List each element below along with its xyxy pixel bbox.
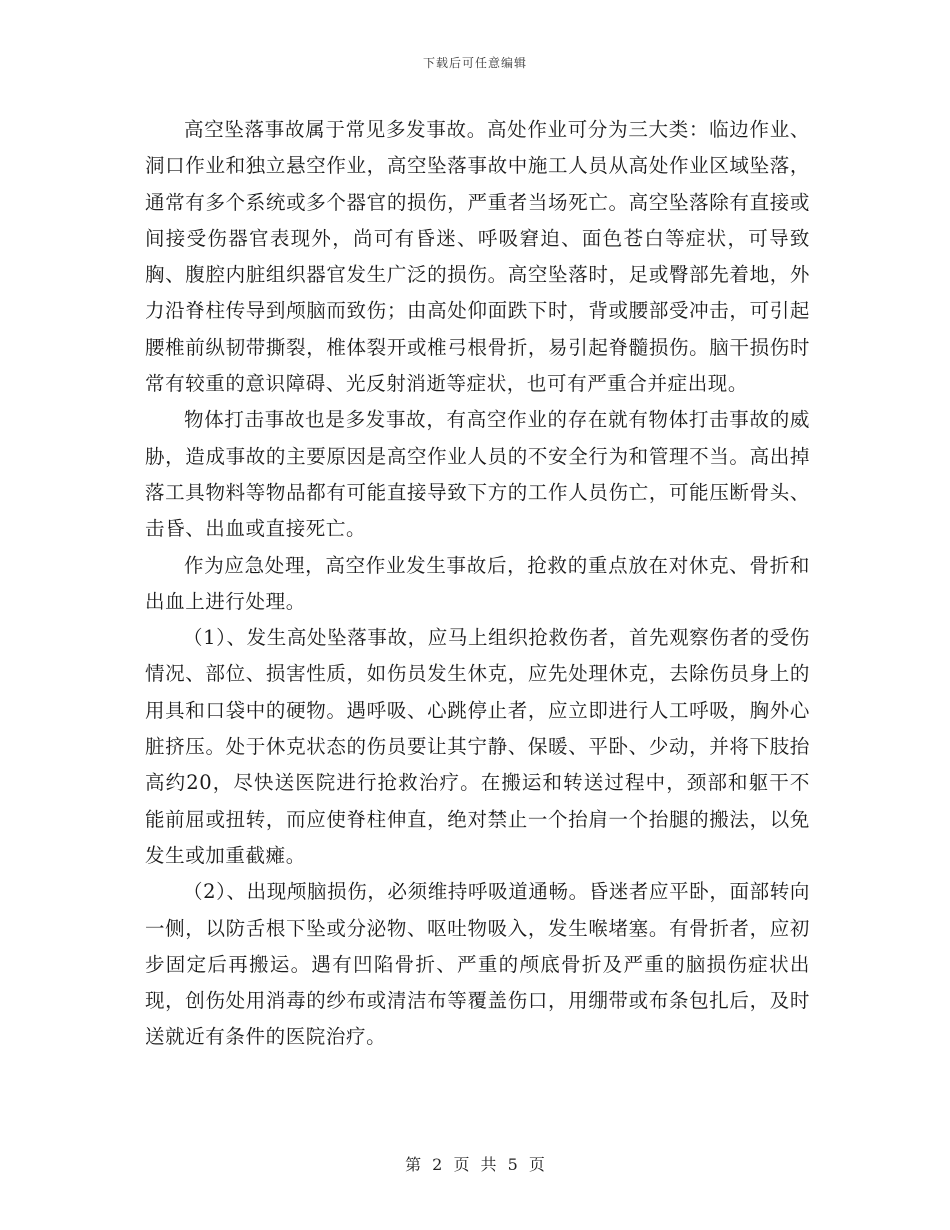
page-number: 第 2 页 共 5 页 <box>405 1155 545 1174</box>
paragraph-object-strike: 物体打击事故也是多发事故，有高空作业的存在就有物体打击事故的威胁，造成事故的主要原因是高空作业人员的不安全行为和管理不当。高出掉落工具物料等物品都有可能直接导致下方的工作人员伤亡，可能压断骨头、击昏、出血或直接死亡。 <box>145 408 810 541</box>
paragraph-item-2: （2）、出现颅脑损伤，必须维持呼吸道通畅。昏迷者应平卧，面部转向一侧，以防舌根下坠或分泌物、呕吐物吸入，发生喉堵塞。有骨折者，应初步固定后再搬运。遇有凹陷骨折、严重的颅底骨折及严重的脑损伤症状出现，创伤处用消毒的纱布或清洁布等覆盖伤口，用绷带或布条包扎后，及时送就近有条件的医院治疗。 <box>145 880 810 1049</box>
paragraph-fall-accidents: 高空坠落事故属于常见多发事故。高处作业可分为三大类：临边作业、洞口作业和独立悬空作业，高空坠落事故中施工人员从高处作业区域坠落，通常有多个系统或多个器官的损伤，严重者当场死亡。高空坠落除有直接或间接受伤器官表现外，尚可有昏迷、呼吸窘迫、面色苍白等症状，可导致胸、腹腔内脏组织器官发生广泛的损伤。高空坠落时，足或臀部先着地，外力沿脊柱传导到颅脑而致伤；由高处仰面跌下时，背或腰部受冲击，可引起腰椎前纵韧带撕裂，椎体裂开或椎弓根骨折，易引起脊髓损伤。脑干损伤时常有较重的意识障碍、光反射消逝等症状，也可有严重合并症出现。 <box>145 118 810 396</box>
document-body <box>145 112 810 1056</box>
paragraph-item-1: （1）、发生高处坠落事故，应马上组织抢救伤者，首先观察伤者的受伤情况、部位、损害性质，如伤员发生休克，应先处理休克，去除伤员身上的用具和口袋中的硬物。遇呼吸、心跳停止者，应立即进行人工呼吸，胸外心脏挤压。处于休克状态的伤员要让其宁静、保暖、平卧、少动，并将下肢抬高约20，尽快送医院进行抢救治疗。在搬运和转送过程中，颈部和躯干不能前屈或扭转，而应使脊柱伸直，绝对禁止一个抬肩一个抬腿的搬法，以免发生或加重截瘫。 <box>145 626 810 867</box>
paragraph-emergency-handling: 作为应急处理，高空作业发生事故后，抢救的重点放在对休克、骨折和出血上进行处理。 <box>145 553 810 613</box>
page-header-note: 下载后可任意编辑 <box>422 56 527 70</box>
